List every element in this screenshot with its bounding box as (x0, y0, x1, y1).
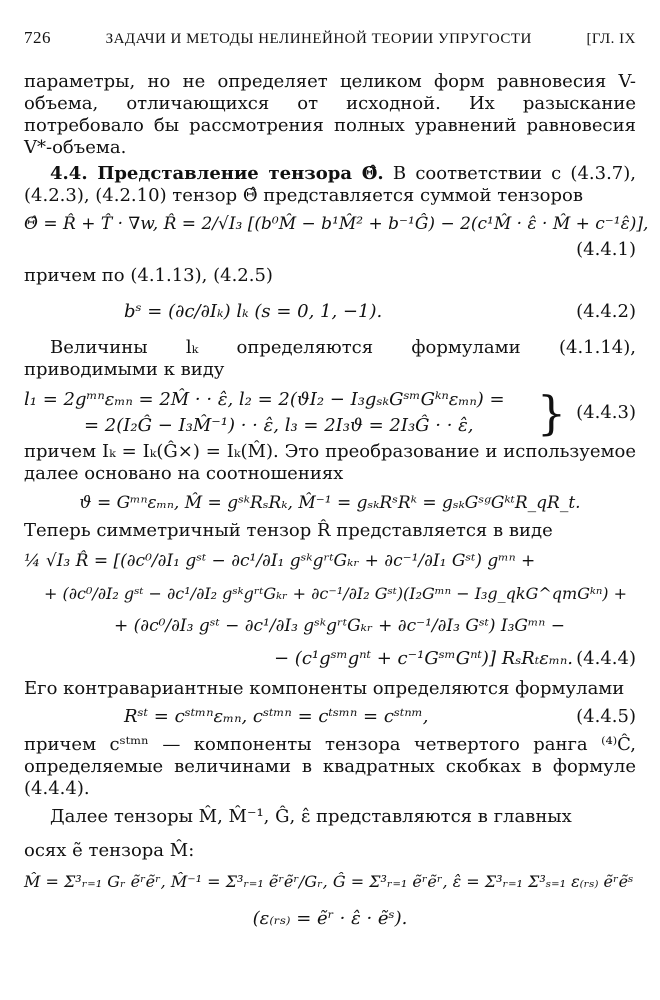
equation-number: (4.4.5) (576, 706, 636, 728)
equation-line: + (∂c⁰/∂I₂ gˢᵗ − ∂c¹/∂I₂ gˢᵏgʳᵗGₖᵣ + ∂c⁻¹/∂I₂ Gˢᵗ)(I₂Gᵐⁿ − I₃g_qkG^qmGᵏⁿ) + (44, 584, 628, 604)
equation-4-4-3 (24, 385, 636, 440)
paragraph-text: Его контравариантные компоненты определяются формулами (24, 678, 625, 700)
paragraph-text: Далее тензоры M̂, M̂⁻¹, Ĝ, ε̂ представляются в главных (50, 806, 572, 828)
chapter-label: [ГЛ. IX (586, 31, 636, 47)
paragraph-text: осях ẽ тензора M̂: (24, 840, 195, 862)
equation-4-4-4 (24, 551, 636, 670)
equation-4-4-1 (24, 214, 649, 235)
running-header (24, 28, 636, 49)
book-page (24, 28, 649, 934)
paragraph-text: Теперь симметричный тензор R̂ представляется в виде (24, 519, 553, 541)
equation-principal-axes: M̂ = Σ³ᵣ₌₁ Gᵣ ẽʳẽʳ, M̂⁻¹ = Σ³ᵣ₌₁ ẽʳẽʳ/Gᵣ, Ĝ = Σ³ᵣ₌₁ ẽʳẽʳ, ε̂ = Σ³ᵣ₌₁ Σ³ₛ₌₁ ε₍ᵣₛ₎ ẽʳẽˢ (24, 872, 634, 892)
equation-line-final (274, 648, 636, 670)
equation-number: (4.4.3) (576, 401, 636, 423)
running-title: ЗАДАЧИ И МЕТОДЫ НЕЛИНЕЙНОЙ ТЕОРИИ УПРУГОСТИ (105, 31, 532, 47)
equation-line: + (∂c⁰/∂I₃ gˢᵗ − ∂c¹/∂I₃ gˢᵏgʳᵗGₖᵣ + ∂c⁻¹/∂I₃ Gˢᵗ) I₃Gᵐⁿ − (114, 615, 565, 636)
equation-text: (ε₍ᵣₛ₎ = ẽʳ · ε̂ · ẽˢ). (252, 907, 408, 929)
section-intro-text: В соответствии с (4.3.7), (4.2.3), (4.2.10) тензор Θ̂ представляется суммой тензоров (24, 162, 636, 206)
equation-lines (24, 389, 505, 437)
equation-4-4-2 (24, 301, 636, 323)
equation-relations (24, 493, 636, 514)
equation-line: = 2(I₂Ĝ − I₃M̂⁻¹) · · ε̂, l₃ = 2I₃ϑ = 2I₃Ĝ · · ε̂, (84, 414, 474, 436)
equation-number: (4.4.1) (576, 239, 636, 261)
paragraph-text: причем Iₖ = Iₖ(Ĝ×) = Iₖ(M̂). Это преобразование и используемое далее основано на соотношениях (24, 440, 636, 484)
equation-line: ¼ √I₃ R̂ = [(∂c⁰/∂I₁ gˢᵗ − ∂c¹/∂I₁ gˢᵏgʳᵗGₖᵣ + ∂c⁻¹/∂I₁ Gˢᵗ) gᵐⁿ + (24, 551, 536, 572)
equation-components (24, 908, 636, 930)
paragraph-text: Величины lₖ определяются формулами (4.1.14), приводимыми к виду (24, 337, 636, 380)
right-brace: } (536, 385, 567, 440)
paragraph-continuation: параметры, но не определяет целиком форм равновесия V-объема, отличающихся от исходной. Их разыскание потребовало бы рассмотрения полных уравнений равновесия V*-объема. (24, 70, 636, 158)
equation-line: l₁ = 2gᵐⁿεₘₙ = 2M̂ · · ε̂, l₂ = 2(ϑI₂ − I₃gₛₖGˢᵐGᵏⁿεₘₙ) = (24, 388, 505, 410)
section-heading: 4.4. Представление тензора Θ̂. (50, 162, 384, 184)
section-paragraph (24, 163, 636, 207)
equation-text: bˢ = (∂c/∂Iₖ) lₖ (s = 0, 1, −1). (124, 301, 383, 323)
equation-number: (4.4.2) (576, 301, 636, 323)
equation-text: Rˢᵗ = cˢᵗᵐⁿεₘₙ, cˢᵗᵐⁿ = cᵗˢᵐⁿ = cˢᵗⁿᵐ, (124, 706, 429, 728)
equation-number: (4.4.4) (576, 648, 636, 670)
equation-text: ϑ = Gᵐⁿεₘₙ, M̂ = gˢᵏRₛRₖ, M̂⁻¹ = gₛₖRˢRᵏ = gₛₖGˢᵍGᵏᵗR_qR_t. (79, 492, 581, 513)
equation-text: − (c¹gˢᵐgⁿᵗ + c⁻¹GˢᵐGⁿᵗ)] RₛRₜεₘₙ. (274, 648, 574, 670)
equation-text: Θ̂ = R̂ + T̂ · ∇w, R̂ = 2/√I₃ [(b⁰M̂ − b¹M̂² + b⁻¹Ĝ) − 2(c¹M̂ · ε̂ · M̂ + c⁻¹ε̂)], (24, 214, 649, 235)
equation-4-4-5 (24, 706, 636, 728)
paragraph-text: причем cˢᵗᵐⁿ — компоненты тензора четвертого ранга ⁽⁴⁾Ĉ, определяемые величинами в квадратных скобках в формуле (4.4.4). (24, 734, 636, 800)
page-number: 726 (24, 28, 51, 47)
paragraph-text: причем по (4.1.13), (4.2.5) (24, 265, 273, 287)
